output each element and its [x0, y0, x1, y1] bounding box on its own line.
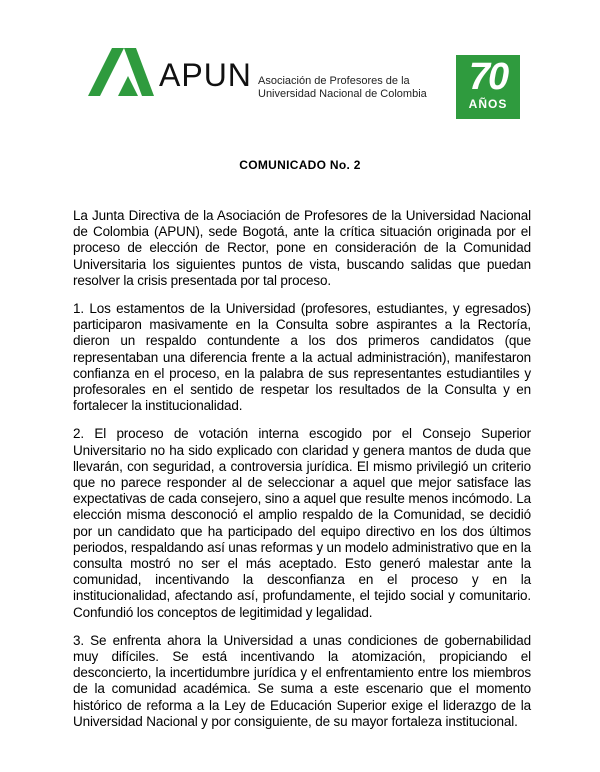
point-1-paragraph: 1. Los estamentos de la Universidad (profesores, estudiantes, y egresados) participaron masivamente en la Consulta sobre aspirantes a la Rectoría, dieron un respaldo contundente a los dos primeros candidatos (que representaban una diferencia frente a la actual administración), manifestaron confianza en el proceso, en la palabra de sus representantes estudiantiles y profesorales en el sentido de respetar los resultados de la Consulta y en fortalecer la institucionalidad.: [73, 301, 531, 414]
anniversary-word: AÑOS: [468, 97, 508, 111]
point-2-paragraph: 2. El proceso de votación interna escogido por el Consejo Superior Universitario no ha sido explicado con claridad y genera mantos de duda que llevarán, con seguridad, a controversia jurídica. El mismo privilegió un criterio que no parece responder al de seleccionar a aquel que mejor satisface las expectativas de cada consejero, sino a aquel que resulte menos incómodo. La elección misma desconoció el amplio respaldo de la Comunidad, se decidió por un candidato que ha participado del equipo directivo en los dos últimos periodos, respaldando así unas reformas y un modelo administrativo que en la consulta mostró no ser el más aceptado. Esto generó malestar ante la comunidad, incentivando la desconfianza en el proceso y en la institucionalidad, afectando así, profundamente, el tejido social y comunitario. Confundió los conceptos de legitimidad y legalidad.: [73, 426, 531, 620]
brand-subtitle-line1: Asociación de Profesores de la: [258, 75, 410, 87]
intro-paragraph: La Junta Directiva de la Asociación de Profesores de la Universidad Nacional de Colombia (APUN), sede Bogotá, ante la crítica situación originada por el proceso de elección de Rector, pone en consideración de la Comunidad Universitaria los siguientes puntos de vista, buscando salidas que puedan resolver la crisis presentada por tal proceso.: [73, 208, 531, 288]
brand-name: APUN: [159, 57, 252, 93]
point-3-paragraph: 3. Se enfrenta ahora la Universidad a unas condiciones de gobernabilidad muy difíciles. Se está incentivando la atomización, propiciando el desconcierto, la incertidumbre jurídica y el enfrentamiento entre los miembros de la comunidad académica. Se suma a este escenario que el momento histórico de reforma a la Ley de Educación Superior exige el liderazgo de la Universidad Nacional y por consiguiente, de su mayor fortaleza institucional.: [73, 632, 531, 729]
anniversary-badge: [456, 55, 520, 119]
anniversary-number: 70: [468, 56, 508, 98]
letterhead: [0, 0, 600, 140]
document-title: COMUNICADO No. 2: [239, 158, 361, 172]
document-body: [73, 208, 531, 742]
brand-subtitle: [258, 75, 427, 101]
brand-subtitle-line2: Universidad Nacional de Colombia: [258, 88, 427, 100]
apun-logo-icon: [88, 48, 154, 96]
